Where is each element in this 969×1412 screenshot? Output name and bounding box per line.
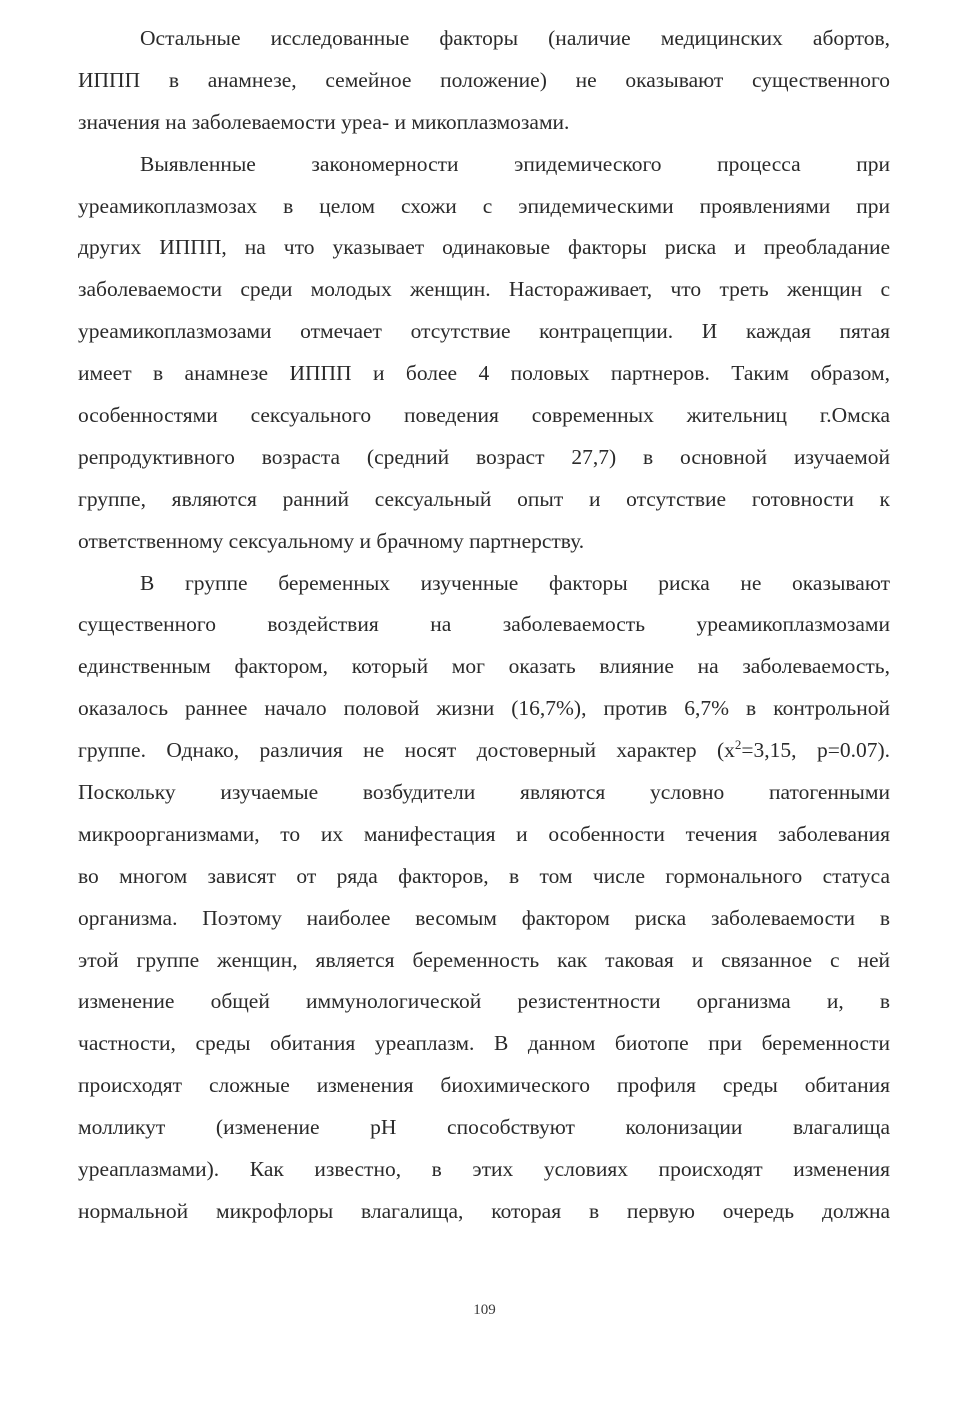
text-line: существенного воздействия на заболеваемость уреамикоплазмозами [78, 612, 890, 637]
paragraph-1 [78, 18, 890, 144]
text-line: имеет в анамнезе ИППП и более 4 половых партнеров. Таким образом, [78, 361, 890, 386]
text-line: уреамикоплазмозами отмечает отсутствие контрацепции. И каждая пятая [78, 319, 890, 344]
text-line: организма. Поэтому наиболее весомым фактором риска заболеваемости в [78, 905, 890, 930]
text-line: оказалось раннее начало половой жизни (16,7%), против 6,7% в контрольной [78, 696, 890, 721]
document-page [78, 18, 890, 1233]
paragraph-2 [78, 144, 890, 563]
text-line: уреаплазмами). Как известно, в этих условиях происходят изменения [78, 1157, 890, 1182]
text-line: нормальной микрофлоры влагалища, которая в первую очередь должна [78, 1198, 890, 1223]
text-line: Остальные исследованные факторы (наличие медицинских абортов, [140, 26, 890, 50]
text-line: происходят сложные изменения биохимического профиля среды обитания [78, 1073, 890, 1098]
page-number: 109 [473, 1302, 496, 1318]
text-line: уреамикоплазмозах в целом схожи с эпидемическими проявлениями при [78, 193, 890, 218]
paragraph-3 [78, 563, 890, 1233]
text-line: Выявленные закономерности эпидемического процесса при [140, 151, 890, 176]
text-line: микроорганизмами, то их манифестация и особенности течения заболевания [78, 821, 890, 846]
text-line: этой группе женщин, является беременность как таковая и связанное с ней [78, 947, 890, 972]
text-line: изменение общей иммунологической резистентности организма и, в [78, 989, 890, 1014]
text-line: значения на заболеваемости уреа- и микоплазмозами. [78, 109, 570, 134]
text-line: репродуктивного возраста (средний возраст 27,7) в основной изучаемой [78, 444, 890, 469]
text-line: во многом зависят от ряда факторов, в том числе гормонального статуса [78, 863, 890, 888]
text-line: особенностями сексуального поведения современных жительниц г.Омска [78, 403, 890, 428]
text-line: других ИППП, на что указывает одинаковые факторы риска и преобладание [78, 235, 890, 260]
text-line: В группе беременных изученные факторы риска не оказывают [140, 570, 890, 595]
text-line-with-superscript [78, 730, 890, 772]
text-line: группе, являются ранний сексуальный опыт и отсутствие готовности к [78, 486, 890, 511]
text-line: заболеваемости среди молодых женщин. Настораживает, что треть женщин с [78, 277, 890, 302]
text-segment: группе. Однако, различия не носят достоверный характер (x [78, 738, 735, 763]
text-line: Поскольку изучаемые возбудители являются условно патогенными [78, 780, 890, 805]
superscript: 2 [734, 736, 742, 752]
text-line: молликут (изменение pH способствуют колонизации влагалища [78, 1115, 890, 1140]
text-line: ответственному сексуальному и брачному партнерству. [78, 528, 585, 553]
text-line: ИППП в анамнезе, семейное положение) не оказывают существенного [78, 67, 890, 92]
text-line: частности, среды обитания уреаплазм. В данном биотопе при беременности [78, 1031, 890, 1056]
text-line: единственным фактором, который мог оказать влияние на заболеваемость, [78, 654, 890, 679]
text-segment: =3,15, p=0.07). [741, 738, 890, 763]
